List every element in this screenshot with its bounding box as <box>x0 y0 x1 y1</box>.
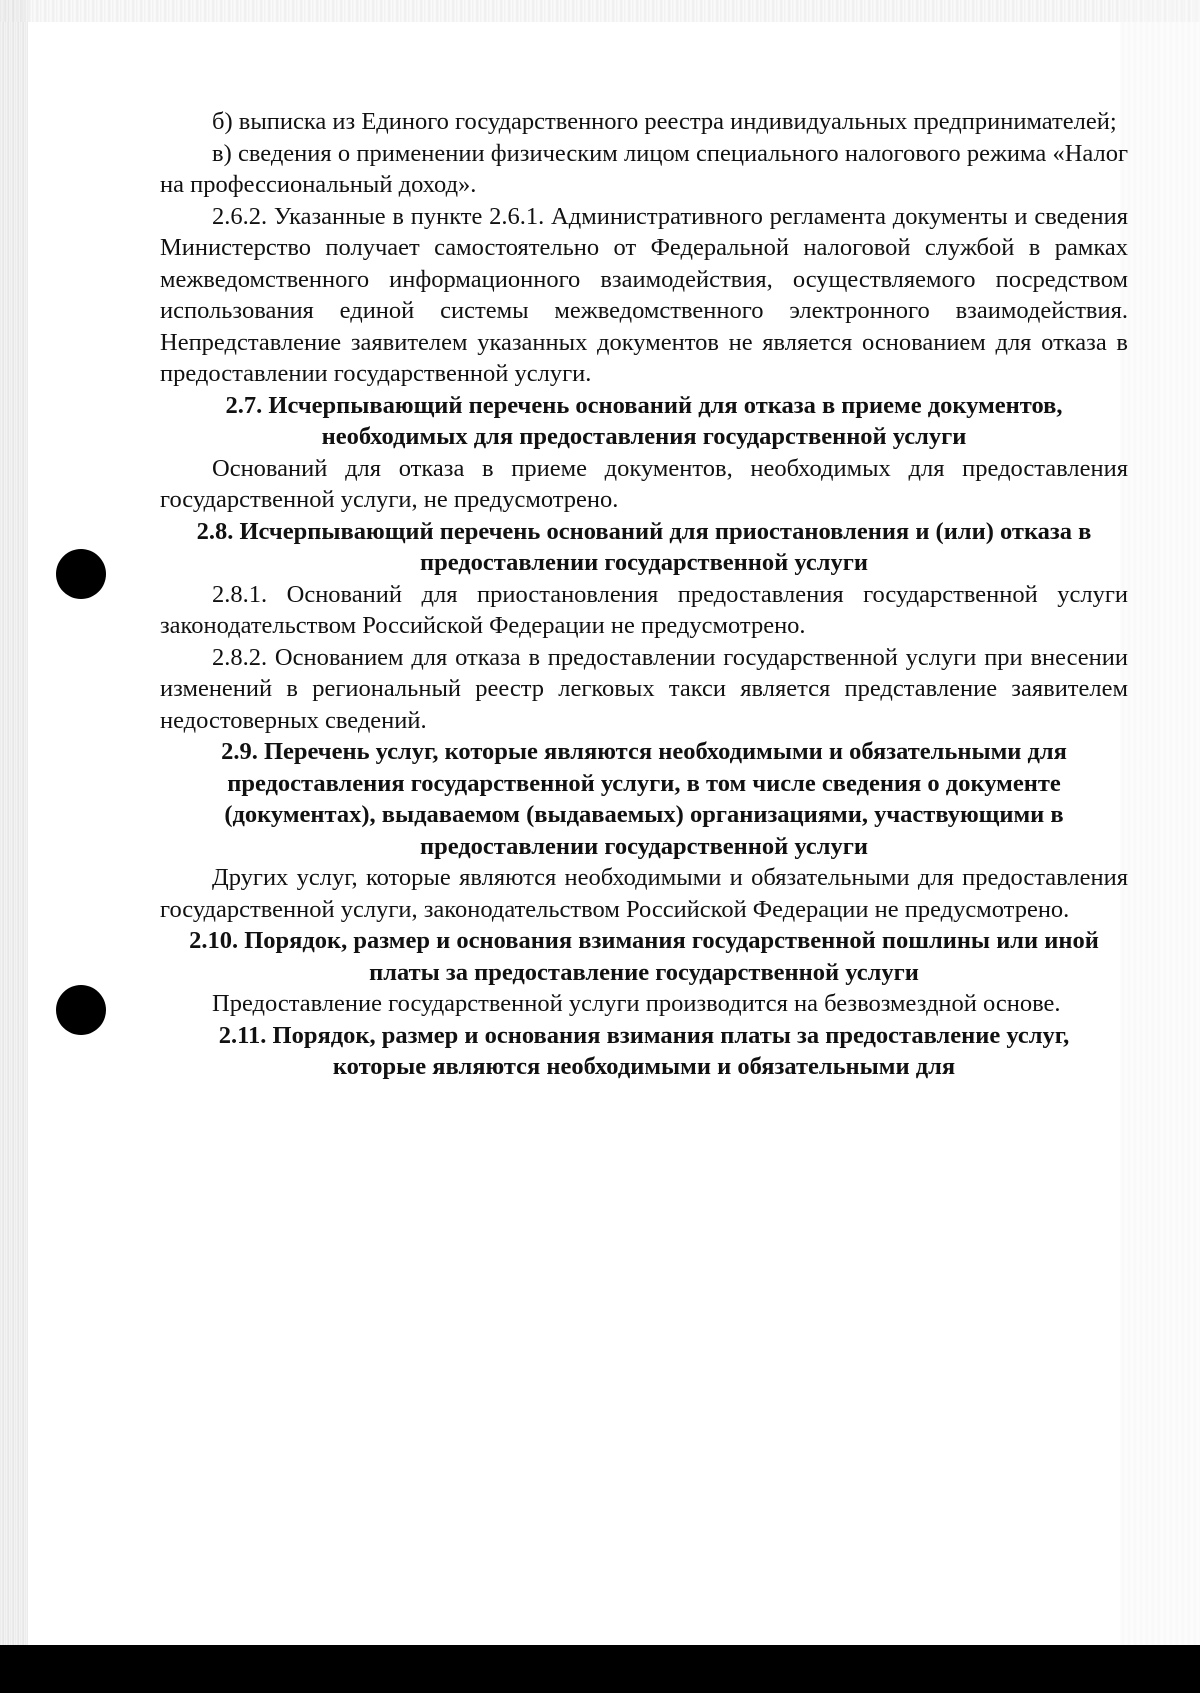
heading-2-11: 2.11. Порядок, размер и основания взимания платы за предоставление услуг, которые являются необходимыми и обязательными для <box>218 1021 1070 1080</box>
paragraph-extract-egrip: б) выписка из Единого государственного реестра индивидуальных предпринимателей; <box>212 108 1117 135</box>
scan-edge-right <box>1120 0 1200 1693</box>
heading-2-7: 2.7. Исчерпывающий перечень оснований для отказа в приеме документов, необходимых для предоставления государственной услуги <box>225 391 1063 450</box>
scan-edge-top <box>0 0 1200 22</box>
punch-hole-bottom <box>56 985 106 1035</box>
paragraph-2-10: Предоставление государственной услуги производится на безвозмездной основе. <box>212 990 1061 1017</box>
heading-2-9: 2.9. Перечень услуг, которые являются необходимыми и обязательными для предоставления государственной услуги, в том числе сведения о документе (документах), выдаваемом (выдаваемых) организациями, участвующими в предоставлении государственной услуги <box>221 738 1067 860</box>
paragraph-npd-info: в) сведения о применении физическим лицом специального налогового режима «Налог на профессиональный доход». <box>160 139 1128 198</box>
heading-2-8: 2.8. Исчерпывающий перечень оснований для приостановления и (или) отказа в предоставлении государственной услуги <box>196 517 1092 576</box>
document-body <box>160 106 1128 1083</box>
heading-2-10: 2.10. Порядок, размер и основания взимания государственной пошлины или иной платы за предоставление государственной услуги <box>189 927 1099 986</box>
punch-hole-top <box>56 549 106 599</box>
paragraph-2-7: Оснований для отказа в приеме документов, необходимых для предоставления государственной услуги, не предусмотрено. <box>160 454 1128 513</box>
paragraph-2-9: Других услуг, которые являются необходимыми и обязательными для предоставления государственной услуги, законодательством Российской Федерации не предусмотрено. <box>160 864 1128 923</box>
paragraph-2-8-1: 2.8.1. Оснований для приостановления предоставления государственной услуги законодательством Российской Федерации не предусмотрено. <box>160 580 1128 639</box>
paragraph-2-6-2: 2.6.2. Указанные в пункте 2.6.1. Административного регламента документы и сведения Министерство получает самостоятельно от Федеральной налоговой службой в рамках межведомственного информационного взаимодействия, осуществляемого посредством использования единой системы межведомственного электронного взаимодействия. Непредставление заявителем указанных документов не является основанием для отказа в предоставлении государственной услуги. <box>160 202 1128 387</box>
scan-edge-left <box>0 0 28 1693</box>
paragraph-2-8-2: 2.8.2. Основанием для отказа в предоставлении государственной услуги при внесении изменений в региональный реестр легковых такси является представление заявителем недостоверных сведений. <box>160 643 1128 734</box>
scan-bottom-bar <box>0 1645 1200 1693</box>
